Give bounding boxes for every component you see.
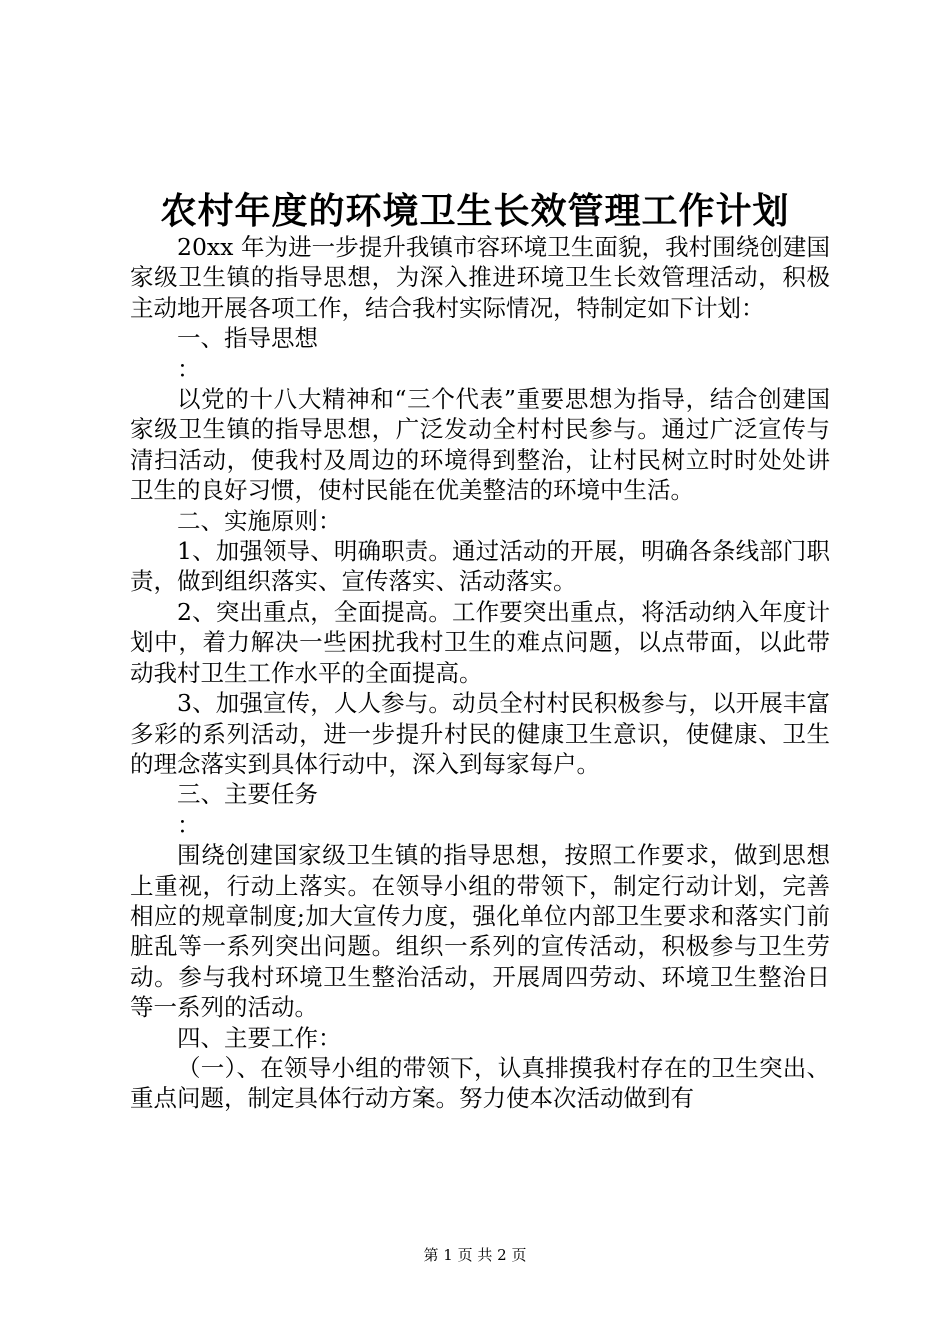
guiding-thought-paragraph: 以党的十八大精神和“三个代表”重要思想为指导，结合创建国家级卫生镇的指导思想，广泛发动全村村民参与。通过广泛宣传与清扫活动，使我村及周边的环境得到整治，让村民树立时时处处讲卫生的良好习惯，使村民能在优美整洁的环境中生活。 xyxy=(130,385,830,505)
section-heading-guiding-thought: 一、指导思想 xyxy=(177,324,318,353)
section-colon: ： xyxy=(177,810,201,839)
intro-paragraph: 20xx 年为进一步提升我镇市容环境卫生面貌，我村围绕创建国家级卫生镇的指导思想，为深入推进环境卫生长效管理活动，积极主动地开展各项工作，结合我村实际情况，特制定如下计划： xyxy=(130,233,830,322)
principle-item-3: 3、加强宣传，人人参与。动员全村村民积极参与，以开展丰富多彩的系列活动，进一步提升村民的健康卫生意识，使健康、卫生的理念落实到具体行动中，深入到每家每户。 xyxy=(130,689,830,778)
section-heading-principles: 二、实施原则： xyxy=(177,506,342,535)
section-heading-main-work: 四、主要工作： xyxy=(177,1023,342,1052)
main-tasks-paragraph: 围绕创建国家级卫生镇的指导思想，按照工作要求，做到思想上重视，行动上落实。在领导小组的带领下，制定行动计划，完善相应的规章制度;加大宣传力度，强化单位内部卫生要求和落实门前脏乱等一系列突出问题。组织一系列的宣传活动，积极参与卫生劳动。参与我村环境卫生整治活动，开展周四劳动、环境卫生整治日等一系列的活动。 xyxy=(130,841,830,1022)
principle-item-1: 1、加强领导、明确职责。通过活动的开展，明确各条线部门职责，做到组织落实、宣传落实、活动落实。 xyxy=(130,537,830,596)
principle-item-2: 2、突出重点，全面提高。工作要突出重点，将活动纳入年度计划中，着力解决一些困扰我村卫生的难点问题，以点带面，以此带动我村卫生工作水平的全面提高。 xyxy=(130,597,830,687)
document-body xyxy=(130,232,830,1114)
main-work-item-1: （一）、在领导小组的带领下，认真排摸我村存在的卫生突出、重点问题，制定具体行动方案。努力使本次活动做到有 xyxy=(130,1053,830,1113)
page-number-footer: 第 1 页 共 2 页 xyxy=(423,1246,527,1264)
section-colon: ： xyxy=(177,354,201,383)
document-title: 农村年度的环境卫生长效管理工作计划 xyxy=(160,190,790,232)
section-heading-main-tasks: 三、主要任务 xyxy=(177,780,318,809)
